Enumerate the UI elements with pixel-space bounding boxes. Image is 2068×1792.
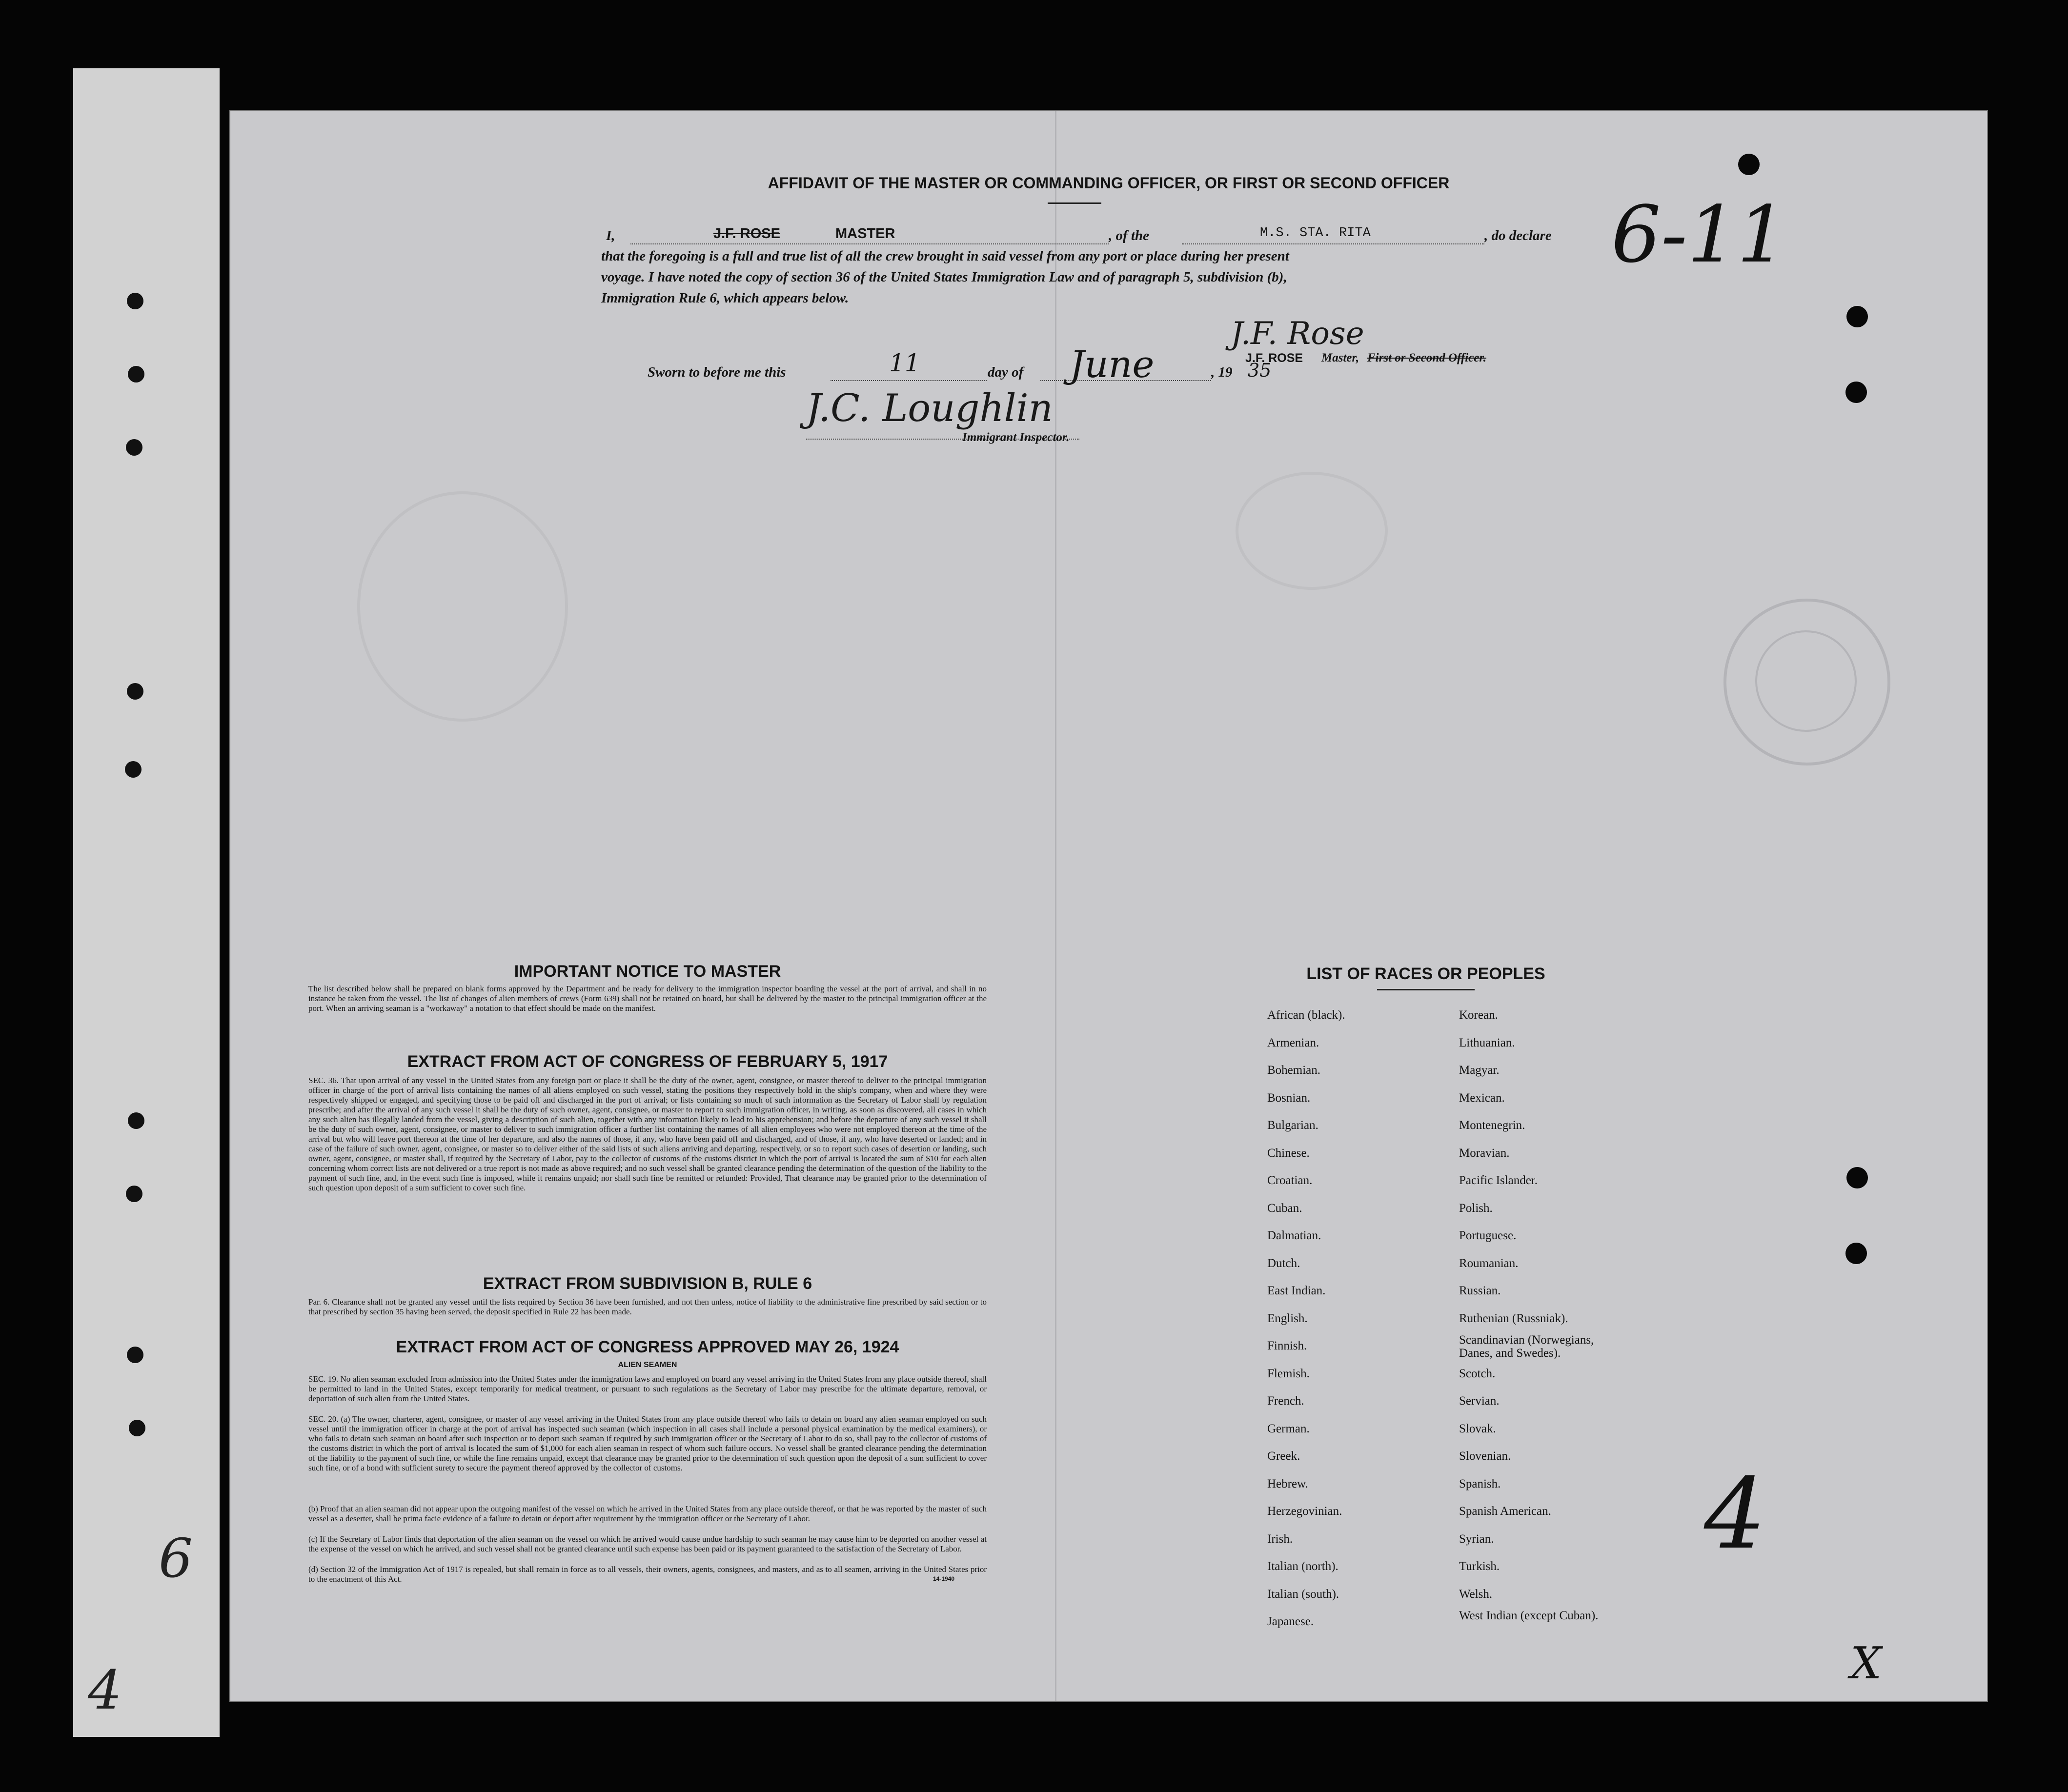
- race-item: Ruthenian (Russniak).: [1459, 1311, 1568, 1325]
- race-item: Scandinavian (Norwegians, Danes, and Swedes).: [1459, 1333, 1594, 1360]
- race-item: Dalmatian.: [1267, 1229, 1321, 1242]
- punch-hole: [1846, 306, 1868, 327]
- race-item: Bosnian.: [1267, 1091, 1311, 1105]
- year-suffix: 35: [1248, 360, 1272, 381]
- race-item: Irish.: [1267, 1532, 1293, 1546]
- punch-hole: [126, 1186, 142, 1202]
- race-item: African (black).: [1267, 1008, 1345, 1022]
- master-name-typed: J.F. ROSE: [713, 226, 780, 242]
- affidavit-line-2: that the foregoing is a full and true list of all the crew brought in said vessel from any port or place during her present: [601, 248, 1289, 264]
- race-item: Italian (south).: [1267, 1587, 1339, 1601]
- race-item: Slovenian.: [1459, 1450, 1511, 1463]
- sec20c-text: (c) If the Secretary of Labor finds that deportation of the alien seaman on the vessel on which he arrived would cause undue hardship to such seaman he may cause him to be deported on another vessel at the expense of the vessel on which he arrived, and such vessel shall not be granted clearance until such expense has been paid or its payment guaranteed to the satisfaction of the Secretary of Labor.: [308, 1534, 987, 1553]
- of-the-label: , of the: [1109, 228, 1149, 243]
- race-item: Croatian.: [1267, 1174, 1313, 1187]
- sworn-label: Sworn to before me this: [648, 364, 786, 380]
- race-item: Finnish.: [1267, 1339, 1307, 1352]
- binding-strip: [73, 68, 220, 1737]
- extract-rule6-text: Par. 6. Clearance shall not be granted any vessel until the lists required by Section 36 have been furnished, and not then unless, notice of liability to the administrative fine prescribed by said section or to that prescribed by section 35 having been served, the deposit specified in Rule 22 has been made.: [308, 1297, 987, 1316]
- punch-hole: [1845, 1243, 1867, 1264]
- race-item: West Indian (except Cuban).: [1459, 1609, 1599, 1622]
- race-item: Chinese.: [1267, 1146, 1310, 1160]
- day-line: [831, 380, 987, 381]
- extract-1924-title: EXTRACT FROM ACT OF CONGRESS APPROVED MAY 26, 1924: [396, 1338, 899, 1356]
- race-item: Cuban.: [1267, 1201, 1302, 1215]
- master-signature: J.F. Rose: [1231, 316, 1364, 352]
- inspector-signature: J.C. Loughlin: [806, 386, 1053, 430]
- name-line: [630, 243, 1109, 244]
- race-item: Russian.: [1459, 1284, 1501, 1297]
- vessel-name: M.S. STA. RITA: [1260, 226, 1371, 241]
- handwritten-mark: 4: [88, 1659, 122, 1721]
- punch-hole: [127, 683, 143, 700]
- race-item: East Indian.: [1267, 1284, 1326, 1297]
- faint-stamp: [357, 491, 568, 722]
- handwritten-mark: 4: [1704, 1457, 1766, 1571]
- vessel-line: [1182, 243, 1484, 244]
- sec20b-text: (b) Proof that an alien seaman did not appear upon the outgoing manifest of the vessel on which he arrived in the United States from any place outside thereof, or that he was reported by the master of such vessel as a deserter, shall be prima facie evidence of a failure to detain or deport after requirement by the immigration officer or the Secretary of Labor.: [308, 1504, 987, 1523]
- race-item: Lithuanian.: [1459, 1036, 1515, 1049]
- race-item: Bohemian.: [1267, 1064, 1321, 1077]
- race-item: Hebrew.: [1267, 1477, 1308, 1490]
- day-number: 11: [889, 349, 920, 377]
- race-item: Servian.: [1459, 1394, 1500, 1408]
- master-typed: J.F. ROSE: [1245, 351, 1303, 365]
- races-rule: [1377, 989, 1475, 990]
- rank-typed: MASTER: [835, 226, 895, 242]
- year-prefix: , 19: [1211, 364, 1233, 380]
- race-item: Bulgarian.: [1267, 1119, 1318, 1132]
- punch-hole: [125, 761, 142, 778]
- punch-hole: [126, 439, 142, 456]
- race-item: Scotch.: [1459, 1367, 1496, 1380]
- affidavit-title: AFFIDAVIT OF THE MASTER OR COMMANDING OFFICER, OR FIRST OR SECOND OFFICER: [768, 174, 1450, 192]
- handwritten-number: 6-11: [1611, 189, 1787, 280]
- notice-text: The list described below shall be prepared on blank forms approved by the Department and be ready for delivery to the immigration inspector boarding the vessel at the port of arrival, and shall in no instance be taken from the vessel. The list of changes of alien members of crews (Form 639) shall not be retained on board, but shall be delivered by the master to the principal immigration officer at the port. When an arriving seaman is a "workaway" a notation to that effect should be made on the manifest.: [308, 984, 987, 1013]
- race-item: Portuguese.: [1459, 1229, 1517, 1242]
- affidavit-line-4: Immigration Rule 6, which appears below.: [601, 290, 849, 306]
- punch-hole: [1846, 1167, 1868, 1188]
- form-code: 14-1940: [933, 1575, 955, 1582]
- race-item: Pacific Islander.: [1459, 1174, 1538, 1187]
- sec20d-text: (d) Section 32 of the Immigration Act of 1917 is repealed, but shall remain in force as to all vessels, their owners, agents, consignees, and masters, and as to all seamen, arriving in the United States prior to the enactment of this Act.: [308, 1565, 987, 1584]
- race-item: German.: [1267, 1422, 1310, 1435]
- race-item: Mexican.: [1459, 1091, 1505, 1105]
- race-item: English.: [1267, 1311, 1308, 1325]
- race-item: French.: [1267, 1394, 1304, 1408]
- punch-hole: [128, 1112, 144, 1129]
- affidavit-i: I,: [606, 228, 615, 243]
- seal-stamp-inner: [1755, 630, 1857, 732]
- race-item: Armenian.: [1267, 1036, 1319, 1049]
- extract-1917-title: EXTRACT FROM ACT OF CONGRESS OF FEBRUARY 5, 1917: [407, 1052, 888, 1071]
- race-item: Polish.: [1459, 1201, 1493, 1215]
- race-item: Slovak.: [1459, 1422, 1496, 1435]
- handwritten-mark: 6: [159, 1527, 193, 1590]
- faint-stamp: [1236, 472, 1388, 590]
- race-item: Magyar.: [1459, 1064, 1500, 1077]
- extract-1917-text: SEC. 36. That upon arrival of any vessel in the United States from any foreign port or place it shall be the duty of the owner, agent, consignee, or master thereof to deliver to the principal immigration officer in charge of the port of arrival lists containing the names of all aliens employed on such vessel, stating the positions they respectively hold in the ship's company, when and where they were respectively shipped or engaged, and specifying those to be paid off and discharged in the port of arrival; or lists containing so much of such information as the Secretary of Labor shall by regulation prescribe; and after the arrival of any such vessel it shall be the duty of such owner, agent, consignee, or master to report to such immigration officer, in writing, as soon as discovered, all cases in which any such alien has illegally landed from the vessel, giving a description of such alien, together with any information likely to lead to his apprehension; and before the departure of any such vessel it shall be the duty of such owner, agent, consignee, or master to deliver to such immigration officer a further list containing the names of all alien employees who were not employed thereon at the time of the arrival but who will leave port thereon at the time of her departure, and also the names of those, if any, who have been paid off and discharged, and of those, if any, who have deserted or landed; and in case of the failure of such owner, agent, consignee, or master so to deliver either of the said lists of such aliens arriving and departing, respectively, or so to report such cases of desertion or landing, such owner, agent, consignee, or master shall, if required by the Secretary of Labor, pay to the collector of customs of the customs district in which the port of arrival is located the sum of $10 for each alien concerning whom correct lists are not delivered or a true report is not made as above required; and no such vessel shall be granted clearance pending the determination of the question of the liability to the payment of such fine, and, in the event such fine is imposed, while it remains unpaid; nor shall such fine be remitted or refunded: Provided, That clearance may be granted prior to the determination of such question upon deposit of a sum sufficient to cover such fine.: [308, 1076, 987, 1192]
- extract-rule6-title: EXTRACT FROM SUBDIVISION B, RULE 6: [483, 1274, 812, 1293]
- struck-officer-label: First or Second Officer.: [1367, 351, 1486, 364]
- punch-hole: [1738, 154, 1760, 175]
- day-of-label: day of: [988, 364, 1024, 380]
- punch-hole: [127, 293, 143, 309]
- punch-hole: [128, 366, 144, 383]
- race-item: Dutch.: [1267, 1256, 1300, 1270]
- race-item: Welsh.: [1459, 1587, 1493, 1601]
- inspector-label: Immigrant Inspector.: [962, 431, 1070, 444]
- punch-hole: [127, 1347, 143, 1363]
- race-item: Italian (north).: [1267, 1560, 1338, 1573]
- affidavit-line-3: voyage. I have noted the copy of section 36 of the United States Immigration Law and of paragraph 5, subdivision (b),: [601, 269, 1287, 285]
- race-item: Spanish American.: [1459, 1505, 1551, 1518]
- race-item: Syrian.: [1459, 1532, 1494, 1546]
- alien-seamen-subtitle: ALIEN SEAMEN: [618, 1361, 677, 1369]
- sec20a-text: SEC. 20. (a) The owner, charterer, agent, consignee, or master of any vessel arriving in the United States from any place outside thereof who fails to detain on board any alien seaman employed on such vessel until the immigration officer in charge at the port of arrival has inspected such seaman (which inspection in all cases shall include a personal physical examination by the medical examiners), or who fails to detain such seaman on board after such inspection or to deport such seaman if required by such immigration officer or the Secretary of Labor to do so, shall pay to the collector of customs of the customs district in which the port of arrival is located the sum of $1,000 for each alien seaman in respect of whom such failure occurs. No vessel shall be granted clearance pending the determination of the liability to the payment of such fine, or while the fine remains unpaid, except that clearance may be granted prior to the determination of such question upon the deposit of a sum sufficient to cover such fine, or of a bond with sufficient surety to secure the payment thereof approved by the collector of customs.: [308, 1414, 987, 1472]
- race-item: Turkish.: [1459, 1560, 1500, 1573]
- race-item: Japanese.: [1267, 1615, 1314, 1628]
- notice-title: IMPORTANT NOTICE TO MASTER: [514, 962, 781, 981]
- race-item: Greek.: [1267, 1450, 1300, 1463]
- punch-hole: [1845, 382, 1867, 403]
- race-item: Herzegovinian.: [1267, 1505, 1342, 1518]
- page-fold: [1055, 111, 1056, 1701]
- handwritten-mark: X: [1850, 1638, 1882, 1689]
- master-label: Master,: [1321, 351, 1359, 364]
- race-item: Montenegrin.: [1459, 1119, 1525, 1132]
- race-item: Flemish.: [1267, 1367, 1310, 1380]
- race-item: Moravian.: [1459, 1146, 1510, 1160]
- punch-hole: [129, 1420, 145, 1436]
- document-page: [229, 110, 1988, 1702]
- race-item: Roumanian.: [1459, 1256, 1519, 1270]
- month-handwritten: June: [1070, 342, 1155, 386]
- races-title: LIST OF RACES OR PEOPLES: [1306, 965, 1545, 983]
- do-declare-label: , do declare: [1484, 228, 1552, 243]
- sec19-text: SEC. 19. No alien seaman excluded from admission into the United States under the immigration laws and employed on board any vessel arriving in the United States from any place outside thereof, shall be permitted to land in the United States, except temporarily for medical treatment, or pursuant to such regulations as the Secretary of Labor may prescribe for the ultimate departure, removal, or deportation of such alien from the United States.: [308, 1374, 987, 1403]
- title-rule: [1048, 202, 1101, 204]
- race-item: Korean.: [1459, 1008, 1498, 1022]
- race-item: Spanish.: [1459, 1477, 1501, 1490]
